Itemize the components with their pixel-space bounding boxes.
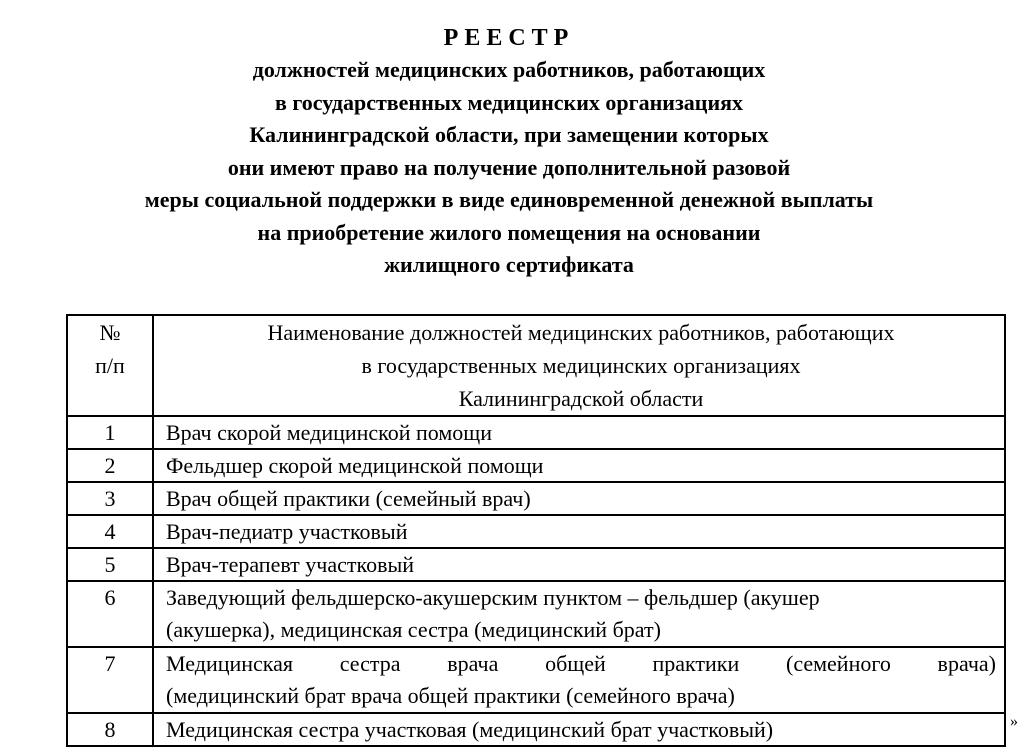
position-name: Медицинская сестра участковая (медицинский брат участковый) — [153, 713, 1005, 746]
document-title: РЕЕСТР — [443, 25, 575, 51]
position-name-line: Заведующий фельдшерско-акушерским пунктом – фельдшер (акушер — [166, 585, 820, 610]
heading-line: на приобретение жилого помещения на основании — [257, 219, 761, 245]
number-column-header — [67, 315, 153, 416]
position-name-line: (медицинский брат врача общей практики (семейного врача) — [166, 683, 735, 708]
header-name-line: Наименование должностей медицинских работников, работающих — [267, 320, 895, 345]
row-number: 6 — [67, 581, 153, 647]
heading-line: Калининградской области, при замещении которых — [249, 122, 769, 147]
table-row — [67, 647, 1005, 713]
position-name — [153, 581, 1005, 647]
heading-line: меры социальной поддержки в виде единовременной денежной выплаты — [144, 187, 874, 212]
position-name: Врач общей практики (семейный врач) — [153, 482, 1005, 515]
row-number: 1 — [67, 416, 153, 449]
row-number: 7 — [67, 647, 153, 713]
table-row — [67, 416, 1005, 449]
table-row — [67, 548, 1005, 581]
stray-mark: » — [1010, 713, 1018, 730]
table-row — [67, 581, 1005, 647]
heading-line: в государственных медицинских организациях — [274, 89, 744, 115]
table-header-row — [67, 315, 1005, 416]
position-name: Врач скорой медицинской помощи — [153, 416, 1005, 449]
row-number: 2 — [67, 449, 153, 482]
document-heading — [0, 22, 1018, 282]
header-name-line: в государственных медицинских организациях — [361, 353, 801, 378]
table-row — [67, 713, 1005, 746]
position-name: Врач-педиатр участковый — [153, 515, 1005, 548]
row-number: 3 — [67, 482, 153, 515]
table-row — [67, 482, 1005, 515]
position-name: Врач-терапевт участковый — [153, 548, 1005, 581]
position-name-line: Медицинская сестра врача общей практики (семейного врача) — [166, 651, 996, 676]
header-num-line: № — [99, 320, 121, 345]
heading-line: они имеют право на получение дополнительной разовой — [227, 154, 791, 180]
position-name: Фельдшер скорой медицинской помощи — [153, 449, 1005, 482]
table-row — [67, 449, 1005, 482]
heading-line: должностей медицинских работников, работающих — [252, 57, 766, 82]
header-num-line: п/п — [95, 353, 125, 378]
table-row — [67, 515, 1005, 548]
name-column-header — [153, 315, 1005, 416]
positions-table — [66, 314, 1006, 747]
row-number: 8 — [67, 713, 153, 746]
row-number: 5 — [67, 548, 153, 581]
position-name — [153, 647, 1005, 713]
header-name-line: Калининградской области — [458, 386, 704, 411]
position-name-line: (акушерка), медицинская сестра (медицинский брат) — [166, 617, 661, 642]
heading-line: жилищного сертификата — [384, 252, 634, 277]
row-number: 4 — [67, 515, 153, 548]
